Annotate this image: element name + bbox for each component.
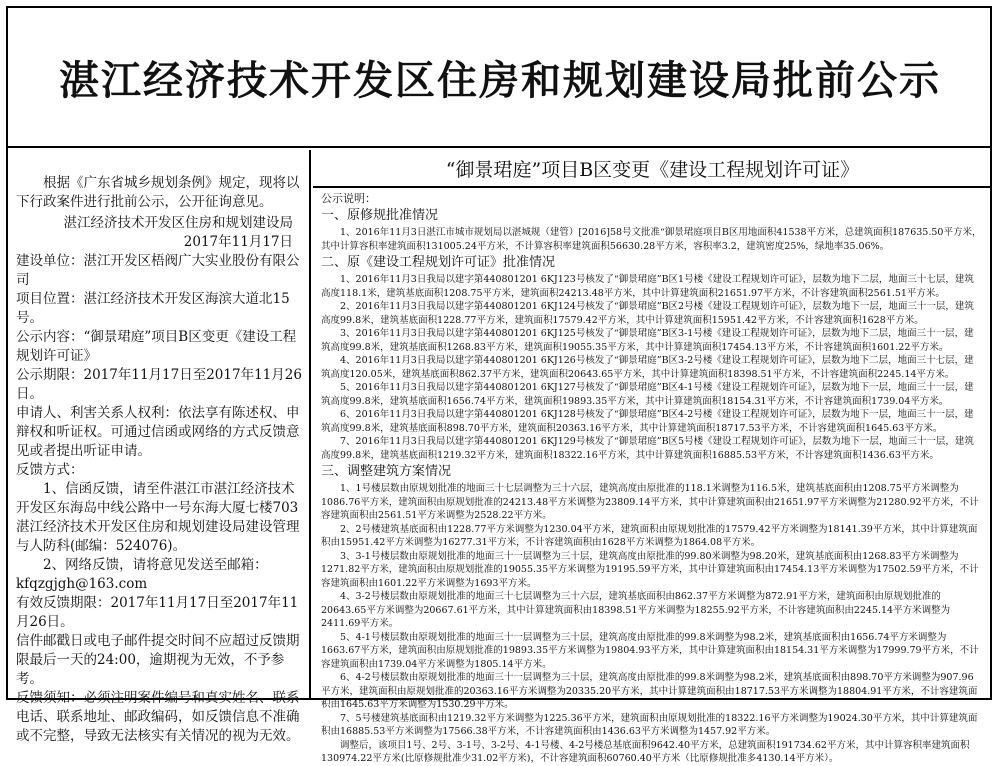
project-title: “御景珺庭”项目B区变更《建设工程规划许可证》: [313, 150, 992, 188]
feedback-notice: 反馈须知：必须注明案件编号和真实姓名、联系电话、联系地址、邮政编码，如反馈信息不准确或不完整，导致无法核实有关情况的视为无效。: [16, 690, 300, 744]
issue-date: 2017年11月17日: [183, 234, 293, 250]
paragraph: 2、2号楼建筑基底面积由1228.77平方米调整为1230.04平方米，建筑面积由原规划批准的17579.42平方米调整为18141.39平方米，其中计算建筑面积由15951.42平方米调整为16277.31平方米，不计容建筑面积由1628平方米调整为1864.08平方米。: [321, 523, 978, 548]
paragraph: 调整后，该项目1号、2号、3-1号、3-2号、4-1号楼、4-2号楼总基底面积9642.40平方米，总建筑面积191734.62平方米，其中计算容积率建筑面积130974.22平方米(比原修规批准少31.02平方米)，不计容建筑面积60760.40平方米（比原修规批准多4130.14平方米）。: [321, 739, 970, 764]
paragraph: 5、2016年11月3日我局以建字第440801201 6KJ127号核发了“御景珺庭”B区4-1号楼《建设工程规划许可证》，层数为地下一层，地面三十一层，建筑高度99.8米，建筑基底面积1656.74平方米，建筑面积19893.35平方米，其中计算建筑面积18154.31平方米，不计容建筑面积1739.04平方米。: [321, 382, 974, 407]
paragraph: 1、2016年11月3日湛江市城市规划局以湛城规（建管）[2016]58号文批准“御景珺庭项目B区用地面积41538平方米，总建筑面积187635.50平方米，其中计算容积率建筑面积131005.24平方米，不计算容积率建筑面积56630.28平方米，容积率3.2，建筑密度25%，绿地率35.06%。: [321, 227, 982, 252]
paragraph: 7、2016年11月3日我局以建字第440801201 6KJ129号核发了“御景珺庭”B区5号楼《建设工程规划许可证》，层数为地下一层，地面三十一层，建筑高度99.8米，建筑基底面积1219.32平方米，建筑面积18322.16平方米，其中计算建筑面积16885.53平方米，不计容建筑面积1436.63平方米。: [321, 436, 974, 461]
feedback-deadline: 信件邮戳日或电子邮件提交时间不应超过反馈期限最后一天的24:00，逾期视为无效，不予参考。: [16, 633, 300, 687]
paragraph: 1、2016年11月3日我局以建字第440801201 6KJ123号核发了“御景珺庭”B区1号楼《建设工程规划许可证》，层数为地下二层，地面三十七层，建筑高度118.1米，建筑基底面积1208.75平方米，建筑面积24213.48平方米，其中计算建筑面积21651.97平方米，不计容建筑面积2561.51平方米。: [321, 274, 974, 299]
location: 项目位置：湛江经济技术开发区海滨大道北15号。: [16, 291, 290, 326]
paragraph: 3、2016年11月3日我局以建字第440801201 6KJ125号核发了“御景珺庭”B区3-1号楼《建设工程规划许可证》，层数为地下二层，地面三十一层，建筑高度99.8米，建筑基底面积1268.83平方米，建筑面积19055.35平方米，其中计算建筑面积17454.13平方米，不计容建筑面积1601.22平方米。: [321, 328, 974, 353]
left-column: [8, 150, 311, 744]
paragraph: 7、5号楼建筑基底面积由1219.32平方米调整为1225.36平方米，建筑面积由原规划批准的18322.16平方米调整为19024.30平方米，其中计算建筑面积由16885.53平方米调整为17566.38平方米，不计容建筑面积由1436.63平方米调整为1457.92平方米。: [321, 712, 978, 737]
issuer: 湛江经济技术开发区住房和规划建设局: [63, 215, 293, 231]
paragraph: 3、3-1号楼层数由原规划批准的地面三十一层调整为三十层，建筑高度由原批准的99.80米调整为98.20米，建筑基底面积由1268.83平方米调整为1271.82平方米，建筑面积由原规划批准的19055.35平方米调整为19195.59平方米，其中计算建筑面积由17454.13平方米调整为17502.59平方米，不计容建筑面积由1601.22平方米调整为1693平方米。: [321, 550, 979, 589]
paragraph: 4、3-2号楼层数由原规划批准的地面三十七层调整为三十六层，建筑基底面积由862.37平方米调整为872.91平方米，建筑面积由原规划批准的20643.65平方米调整为20667.61平方米，其中计算建筑面积由18398.51平方米调整为18255.92平方米，不计容建筑面积由2245.14平方米调整为2411.69平方米。: [321, 591, 951, 629]
notice-body: [313, 188, 992, 766]
paragraph: 6、2016年11月3日我局以建字第440801201 6KJ128号核发了“御景珺庭”B区4-2号楼《建设工程规划许可证》，层数为地下一层，地面三十一层，建筑高度99.8米，建筑基底面积898.70平方米，建筑面积20363.16平方米，其中计算建筑面积18717.53平方米，不计容建筑面积1645.63平方米。: [321, 409, 974, 434]
paragraph: 6、4-2号楼层数由原规划批准的地面三十一层调整为三十层，建筑高度由原批准的99.8米调整为98.2米，建筑基底面积由898.70平方米调整为907.96平方米，建筑面积由原规划批准的20363.16平方米调整为20335.20平方米，其中计算建筑面积由18717.53平方米调整为18804.91平方米，不计容建筑面积由1645.63平方米调整为1530.29平方米。: [321, 672, 978, 710]
notice-lead: 公示说明：: [321, 192, 376, 205]
paragraph: 2、2016年11月3日我局以建字第440801201 6KJ124号核发了“御景珺庭”B区2号楼《建设工程规划许可证》，层数为地下一层，地面三十一层，建筑高度99.8米，建筑基底面积1228.77平方米，建筑面积17579.42平方米，其中计算建筑面积15951.42平方米，不计容建筑面积1628平方米。: [321, 301, 974, 326]
rights: 申请人、利害关系人权利：依法享有陈述权、申辩权和听证权。可通过信函或网络的方式反馈意见或者提出听证申请。: [16, 405, 300, 459]
letter-feedback: 1、信函反馈，请至件湛江市湛江经济技术开发区东海岛中线公路中一号东海大厦七楼703湛江经济技术开发区住房和规划建设局建设管理与人防科(邮编：524076)。: [16, 481, 300, 554]
section-heading: 一、原修规批准情况: [321, 208, 439, 223]
feedback-validity: 有效反馈期限：2017年11月17日至2017年11月26日。: [16, 595, 299, 630]
section-heading: 二、原《建设工程规划许可证》批准情况: [321, 255, 556, 270]
paragraph: 1、1号楼层数由原规划批准的地面三十七层调整为三十六层，建筑高度由原批准的118.1米调整为116.5米，建筑基底面积由1208.75平方米调整为1086.76平方米，建筑面积由原规划批准的24213.48平方米调整为23809.14平方米，其中计算建筑面积由21651.97平方米调整为21280.92平方米，不计容建筑面积由2561.51平方米调整为2528.22平方米。: [321, 483, 979, 521]
notice-period: 公示期限：2017年11月17日至2017年11月26日。: [16, 367, 302, 402]
builder: 建设单位：湛江开发区梧阀广大实业股份有限公司: [16, 253, 300, 288]
online-feedback: 2、网络反馈，请将意见发送至邮箱：kfqzgjgh@163.com: [16, 557, 268, 592]
right-column: [313, 150, 992, 764]
paragraph: 4、2016年11月3日我局以建字第440801201 6KJ126号核发了“御景珺庭”B区3-2号楼《建设工程规划许可证》，层数为地下二层，地面三十七层，建筑高度120.05米，建筑基底面积862.37平方米，建筑面积20643.65平方米，其中计算建筑面积18398.51平方米，不计容建筑面积2245.14平方米。: [321, 355, 974, 380]
intro-text: 根据《广东省城乡规划条例》规定，现将以下行政案件进行批前公示，公开征询意见。: [16, 175, 300, 210]
notice-content: 公示内容：“御景珺庭”项目B区变更《建设工程规划许可证》: [16, 329, 297, 364]
section-heading: 三、调整建筑方案情况: [321, 464, 452, 479]
paragraph: 5、4-1号楼层数由原规划批准的地面三十一层调整为三十层，建筑高度由原批准的99.8米调整为98.2米，建筑基底面积由1656.74平方米调整为1663.67平方米，建筑面积由原规划批准的19893.35平方米调整为19804.93平方米，其中计算建筑面积由18154.31平方米调整为17999.79平方米，不计容建筑面积由1739.04平方米调整为1805.14平方米。: [321, 631, 979, 670]
feedback-title: 反馈方式：: [16, 462, 84, 478]
page-title: 湛江经济技术开发区住房和规划建设局批前公示: [8, 8, 992, 148]
